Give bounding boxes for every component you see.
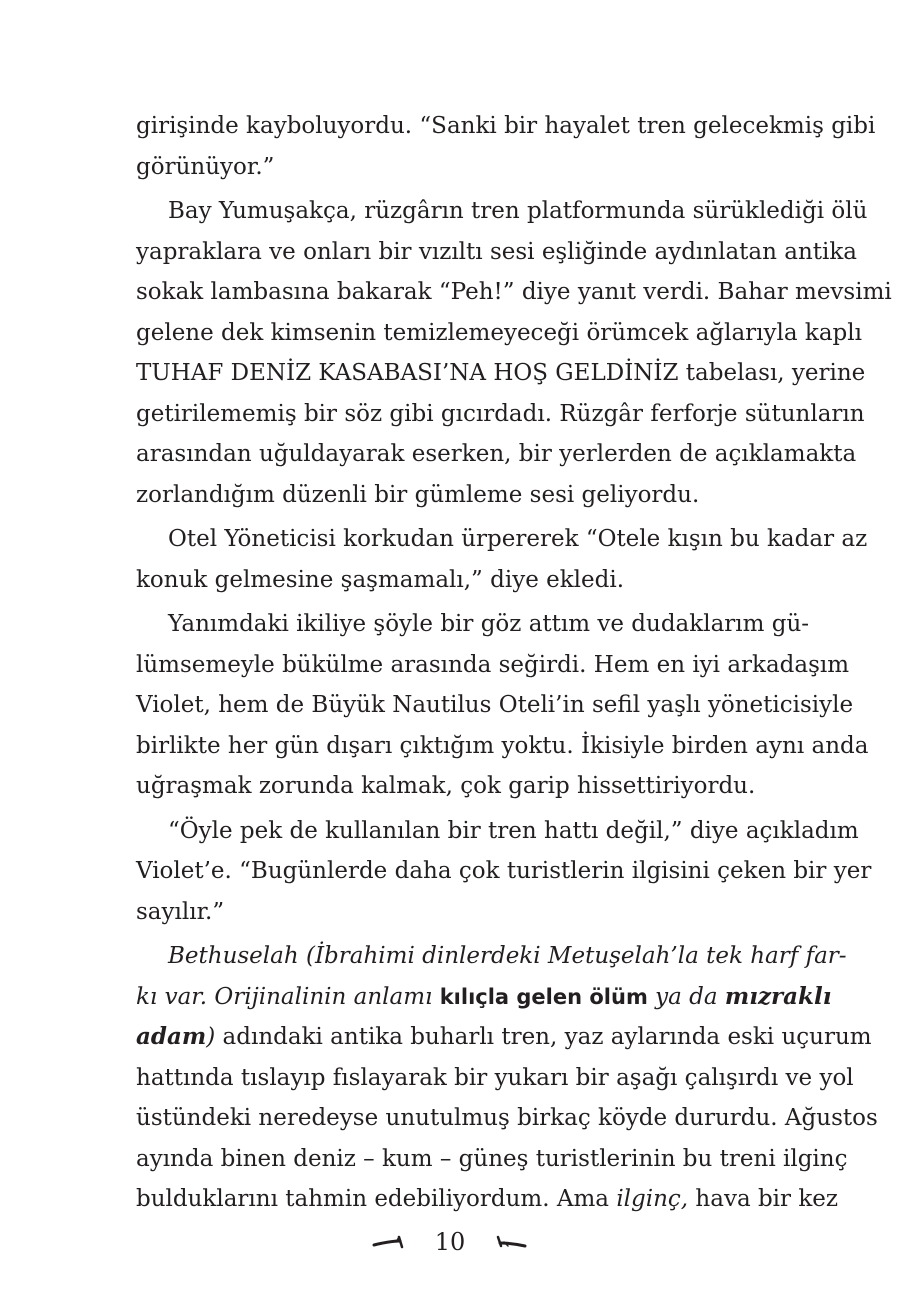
text-line: Yanımdaki ikiliye şöyle bir göz attım ve dudaklarım gü- (168, 611, 810, 637)
text-line: zorlandığım düzenli bir gümleme sesi geliyordu. (136, 481, 700, 508)
text-line: Bay Yumuşakça, rüzgârın tren platformunda sürüklediği ölü (168, 198, 868, 224)
text-line (136, 1017, 872, 1058)
text-line: sokak lambasına bakarak “Peh!” diye yanıt verdi. Bahar mevsimi (136, 279, 892, 305)
text-line: gelene dek kimsenin temizlemeyeceği örümcek ağlarıyla kaplı (136, 319, 862, 346)
italic-text: kı var. Orijinalinin anlamı (136, 983, 440, 1010)
paragraph-5 (136, 811, 872, 933)
plain-text: bulduklarını tahmin edebiliyordum. Ama (136, 1186, 617, 1212)
paragraph-4 (136, 604, 869, 807)
paragraph-6 (136, 936, 878, 1220)
text-line: birlikte her gün dışarı çıktığım yoktu. İkisiyle birden aynı anda (136, 732, 869, 759)
text-line: yapraklara ve onları bir vızıltı sesi eşliğinde aydınlatan antika (136, 238, 858, 265)
text-line: girişinde kayboluyordu. “Sanki bir hayalet tren gelecekmiş gibi (136, 113, 876, 139)
bold-italic-text: mızraklı (724, 982, 832, 1010)
text-line: konuk gelmesine şaşmamalı,” diye ekledi. (136, 566, 625, 593)
italic-text: Bethuselah (İbrahimi dinlerdeki Metuşelah’la tek harf far- (168, 943, 847, 969)
text-line: görünüyor.” (136, 153, 275, 180)
text-line: sayılır.” (136, 898, 225, 925)
paragraph-2 (136, 191, 892, 515)
left-ornament-icon (372, 1234, 406, 1250)
text-line (136, 977, 832, 1018)
text-line: “Öyle pek de kullanılan bir tren hattı değil,” diye açıkladım (168, 817, 859, 844)
text-line: Violet’e. “Bugünlerde daha çok turistlerin ilgisini çeken bir yer (136, 858, 872, 884)
text-line (136, 1179, 839, 1220)
page-footer (0, 1222, 900, 1262)
text-line: Violet, hem de Büyük Nautilus Oteli’in sefil yaşlı yöneticisiyle (136, 692, 854, 718)
book-page-body (136, 106, 892, 1220)
plain-text: adındaki antika buharlı tren, yaz aylarında eski uçurum (215, 1024, 872, 1050)
paragraph-1 (136, 106, 876, 187)
text-line: arasından uğuldayarak eserken, bir yerlerden de açıklamakta (136, 441, 857, 467)
text-line: uğraşmak zorunda kalmak, çok garip hissettiriyordu. (136, 773, 756, 799)
plain-text: hava bir kez (688, 1186, 839, 1212)
text-line: hattında tıslayıp fıslayarak bir yukarı bir aşağı çalışırdı ve yol (136, 1064, 854, 1091)
paragraph-3 (136, 519, 868, 600)
text-line: Otel Yöneticisi korkudan ürpererek “Otele kışın bu kadar az (168, 526, 868, 552)
right-ornament-icon (494, 1234, 528, 1250)
italic-text: ilginç, (616, 1186, 689, 1212)
text-line: TUHAF DENİZ KASABASI’NA HOŞ GELDİNİZ tabelası, yerine (136, 360, 866, 386)
italic-text: ya da (647, 983, 725, 1010)
italic-text: ) (206, 1024, 216, 1050)
text-line: lümsemeyle bükülme arasında seğirdi. Hem en iyi arkadaşım (136, 651, 850, 678)
text-line: getirilememiş bir söz gibi gıcırdadı. Rüzgâr ferforje sütunların (136, 400, 865, 427)
bold-text: kılıçla gelen ölüm (439, 984, 648, 1009)
bold-italic-text: adam (136, 1023, 207, 1050)
text-line: ayında binen deniz – kum – güneş turistlerinin bu treni ilginç (136, 1145, 848, 1172)
text-line (136, 936, 847, 977)
page-number: 10 (434, 1228, 466, 1256)
text-line: üstündeki neredeyse unutulmuş birkaç köyde dururdu. Ağustos (136, 1105, 878, 1131)
